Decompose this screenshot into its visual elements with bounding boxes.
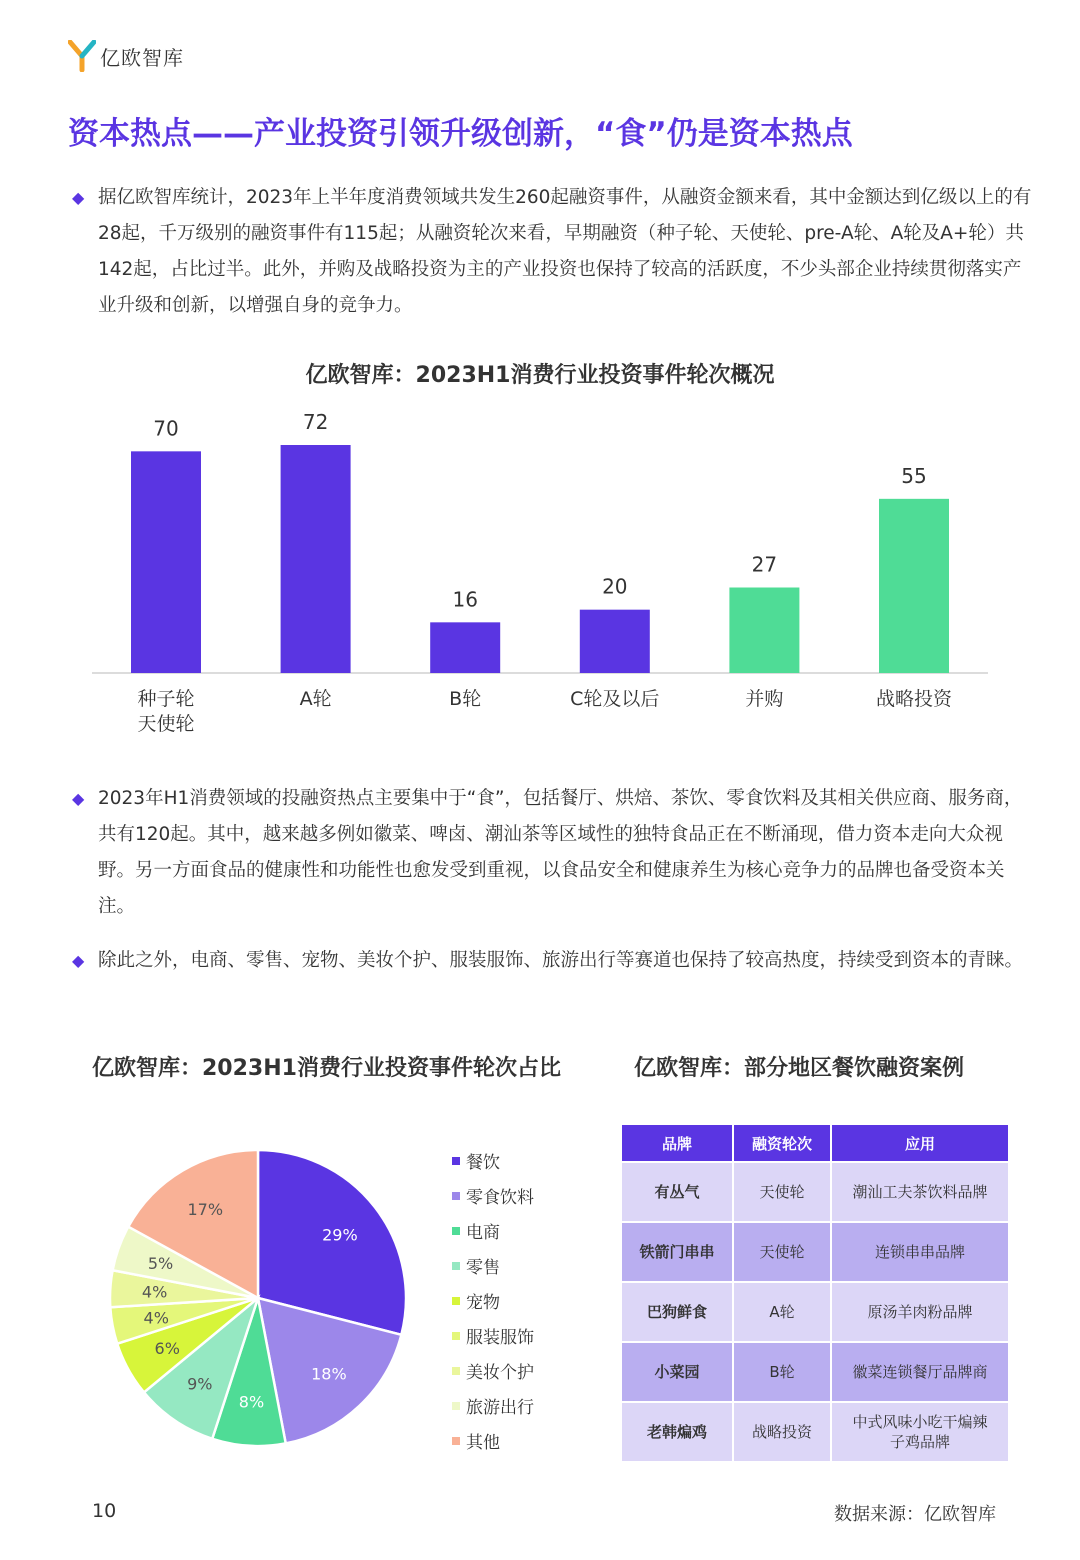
table-cell-application: 徽菜连锁餐厅品牌商 [832,1343,1008,1401]
legend-swatch [452,1297,460,1305]
table-cell-brand: 小菜园 [622,1343,732,1401]
legend-swatch [452,1157,460,1165]
bar [580,610,650,673]
bar-category-label: A轮 [299,688,332,710]
data-source: 数据来源：亿欧智库 [834,1504,996,1525]
legend-label: 其他 [466,1433,500,1453]
diamond-bullet-icon: ◆ [72,188,85,207]
table-cell-application: 原汤羊肉粉品牌 [832,1283,1008,1341]
legend-swatch [452,1437,460,1445]
pie-legend [452,1143,534,1458]
table-cell-round: B轮 [734,1343,830,1401]
financing-cases-table [620,1123,1010,1463]
pie-chart [100,1140,420,1460]
pie-slice-label: 5% [147,1253,174,1273]
legend-item [452,1178,534,1213]
bar [729,588,799,674]
paragraph-3 [72,943,1032,979]
legend-item [452,1388,534,1423]
legend-label: 旅游出行 [466,1398,534,1418]
bar-value-label: 27 [751,552,778,577]
bar-category-label: 并购 [745,688,784,710]
legend-item [452,1423,534,1458]
bar-category-label: C轮及以后 [570,688,660,710]
bar-value-label: 55 [901,463,927,488]
pie-chart-title: 亿欧智库：2023H1消费行业投资事件轮次占比 [92,1056,561,1081]
table-header-cell: 融资轮次 [734,1125,830,1161]
pie-slice-label: 29% [322,1225,358,1245]
bar-value-label: 72 [302,410,329,434]
paragraph-text: 2023年H1消费领域的投融资热点主要集中于“食”，包括餐厅、烘焙、茶饮、零食饮料及其相关供应商、服务商，共有120起。其中，越来越多例如徽菜、啤卤、潮汕茶等区域性的独特食品正在不断涌现，借力资本走向大众视野。另一方面食品的健康性和功能性也愈发受到重视，以食品安全和健康养生为核心竞争力的品牌也备受资本关注。 [98,788,1023,917]
table-cell-round: 天使轮 [734,1163,830,1221]
table-cell-brand: 有丛气 [622,1163,732,1221]
pie-slice-label: 4% [141,1282,168,1302]
legend-label: 餐饮 [466,1153,500,1173]
page-number: 10 [92,1500,117,1522]
table-row [622,1163,1008,1221]
legend-label: 零食饮料 [466,1188,534,1208]
bar [879,499,949,673]
pie-slice-label: 9% [187,1374,213,1394]
bar [430,622,500,673]
legend-item [452,1213,534,1248]
table-cell-application: 中式风味小吃干煸辣子鸡品牌 [832,1403,1008,1461]
table-cell-application: 连锁串串品牌 [832,1223,1008,1281]
legend-label: 美妆个护 [466,1363,534,1383]
pie-slice-label: 6% [154,1338,180,1358]
table-cell-brand: 老韩煸鸡 [622,1403,732,1461]
logo-text: 亿欧智库 [100,45,184,70]
table-title: 亿欧智库：部分地区餐饮融资案例 [634,1056,965,1081]
legend-swatch [452,1192,460,1200]
legend-item [452,1248,534,1283]
bar-category-label: B轮 [449,688,482,710]
bar-category-label: 天使轮 [137,713,195,735]
bar-value-label: 20 [602,574,628,599]
legend-swatch [452,1402,460,1410]
legend-item [452,1143,534,1178]
table-cell-brand: 巴狗鲜食 [622,1283,732,1341]
bar-value-label: 16 [452,587,478,612]
paragraph-2 [72,781,1032,925]
pie-slice-label: 18% [311,1364,347,1384]
pie-slice-label: 8% [238,1392,265,1412]
diamond-bullet-icon: ◆ [72,951,85,970]
table-row [622,1283,1008,1341]
bar-category-label: 战略投资 [875,688,953,710]
table-cell-round: 战略投资 [734,1403,830,1461]
table-row [622,1403,1008,1461]
table-row [622,1343,1008,1401]
legend-item [452,1353,534,1388]
legend-swatch [452,1262,460,1270]
legend-swatch [452,1332,460,1340]
legend-label: 零售 [466,1258,500,1278]
legend-label: 电商 [466,1223,500,1243]
table-row [622,1223,1008,1281]
diamond-bullet-icon: ◆ [72,789,85,808]
paragraph-text: 除此之外，电商、零售、宠物、美妆个护、服装服饰、旅游出行等赛道也保持了较高热度，持续受到资本的青睐。 [98,950,1024,971]
bar-chart-title: 亿欧智库：2023H1消费行业投资事件轮次概况 [305,363,775,388]
legend-swatch [452,1367,460,1375]
table-header-row [622,1125,1008,1161]
paragraph-text: 据亿欧智库统计，2023年上半年度消费领域共发生260起融资事件，从融资金额来看，其中金额达到亿级以上的有28起，千万级别的融资事件有115起；从融资轮次来看，早期融资（种子轮、天使轮、pre-A轮、A轮及A+轮）共142起，占比过半。此外，并购及战略投资为主的产业投资也保持了较高的活跃度，不少头部企业持续贯彻落实产业升级和创新，以增强自身的竞争力。 [98,187,1032,316]
pie-slice-label: 4% [143,1308,169,1328]
pie-slice-label: 17% [187,1199,224,1219]
bar [281,445,351,673]
page-title: 资本热点——产业投资引领升级创新，“食”仍是资本热点 [68,116,853,152]
legend-item [452,1318,534,1353]
bar-chart [0,0,1080,760]
legend-swatch [452,1227,460,1235]
table-header-cell: 应用 [832,1125,1008,1161]
bar-category-label: 种子轮 [137,688,195,710]
table-header-cell: 品牌 [622,1125,732,1161]
bar-value-label: 70 [153,416,179,441]
table-cell-application: 潮汕工夫茶饮料品牌 [832,1163,1008,1221]
legend-label: 宠物 [466,1293,500,1313]
legend-label: 服装服饰 [466,1328,534,1348]
table-cell-brand: 铁箭门串串 [622,1223,732,1281]
bar [131,451,201,673]
legend-item [452,1283,534,1318]
table-cell-round: 天使轮 [734,1223,830,1281]
table-cell-round: A轮 [734,1283,830,1341]
